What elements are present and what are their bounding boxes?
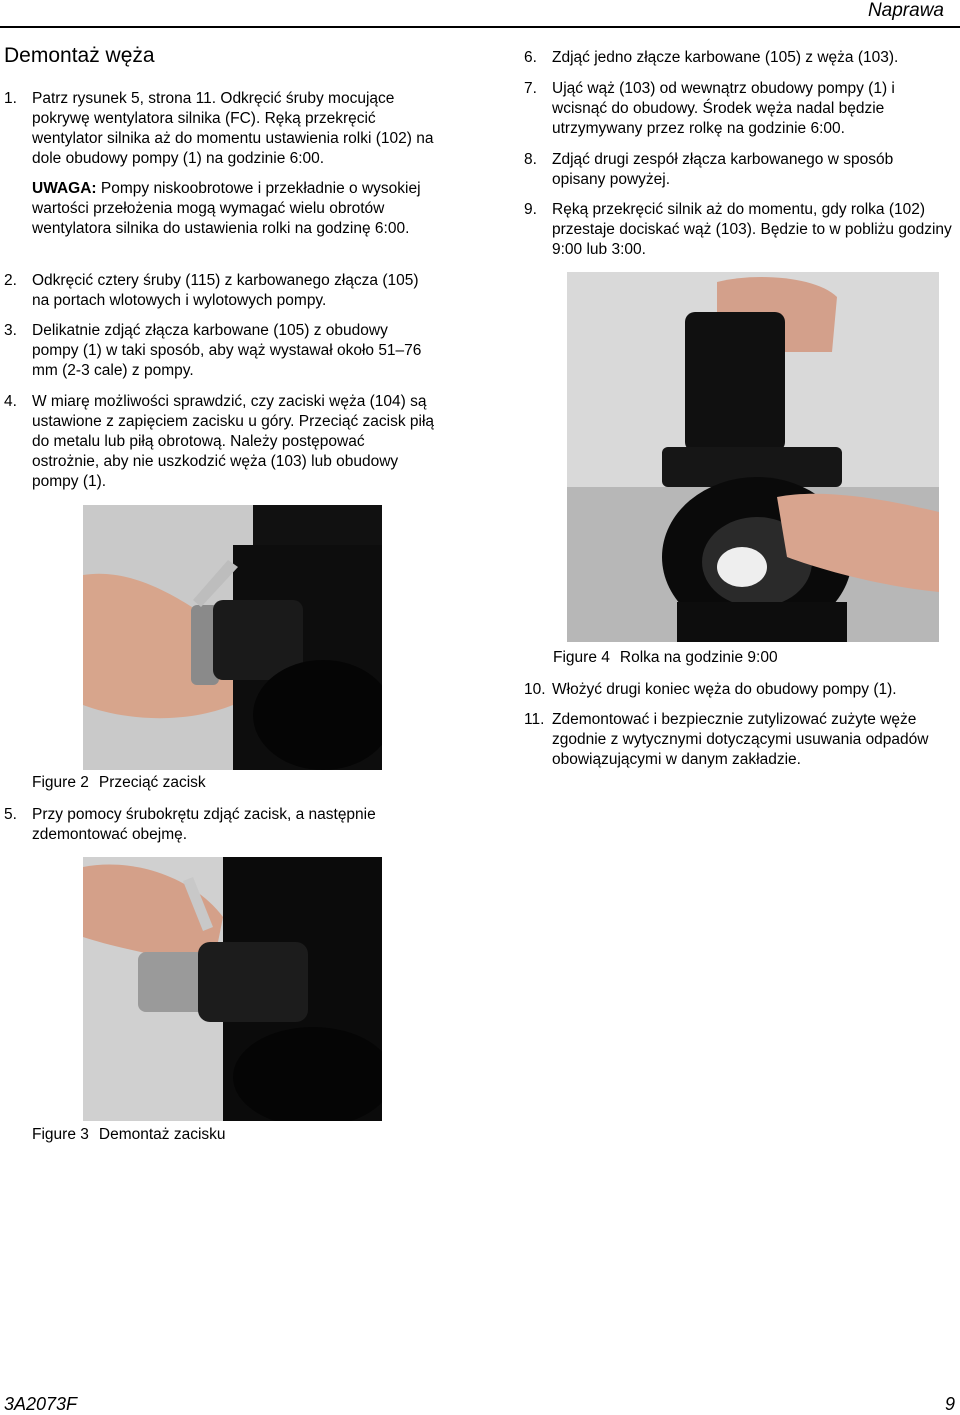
step-2 — [4, 271, 424, 311]
step-3 — [4, 321, 432, 381]
step-number: 10. — [524, 681, 546, 698]
figure-label: Figure 3 — [32, 1126, 89, 1143]
step-text: Przy pomocy śrubokrętu zdjąć zacisk, a następnie zdemontować obejmę. — [32, 806, 376, 843]
figure-2-caption — [32, 774, 206, 792]
step-8 — [524, 150, 934, 190]
step-number: 1. — [4, 90, 17, 107]
step-10 — [524, 680, 954, 700]
step-number: 5. — [4, 806, 17, 823]
figure-caption-text: Demontaż zacisku — [98, 1126, 226, 1143]
page-header-title: Naprawa — [867, 0, 944, 21]
section-title: Demontaż węża — [4, 44, 155, 67]
step-number: 9. — [524, 201, 537, 218]
step-11 — [524, 710, 956, 770]
roller-position-photo-illustration — [567, 272, 939, 642]
step-6 — [524, 48, 954, 68]
header-rule — [0, 26, 960, 28]
step-text: Zdjąć drugi zespół złącza karbowanego w sposób opisany powyżej. — [552, 151, 894, 188]
step-text: Włożyć drugi koniec węża do obudowy pompy (1). — [552, 681, 897, 698]
figure-label: Figure 2 — [32, 774, 89, 791]
step-text: Zdemontować i bezpiecznie zutylizować zużyte węże zgodnie z wytycznymi dotyczącymi usuwania odpadów obowiązującymi w danym zakładzie. — [552, 711, 929, 768]
figure-4-caption — [553, 649, 778, 667]
step-number: 7. — [524, 80, 537, 97]
figure-4-photo — [567, 272, 939, 642]
step-9 — [524, 200, 956, 260]
note — [32, 179, 432, 239]
step-number: 6. — [524, 49, 537, 66]
figure-caption-text: Przeciąć zacisk — [98, 774, 206, 791]
step-text: Patrz rysunek 5, strona 11. Odkręcić śruby mocujące pokrywę wentylatora silnika (FC). Ręką przekręcić wentylator silnika aż do momentu ustawienia rolki (102) na dole obudowy pompy (1) na godzinie 6:00. — [32, 90, 434, 167]
figure-label: Figure 4 — [553, 649, 610, 666]
note-label: UWAGA: — [32, 180, 97, 197]
step-text: Ręką przekręcić silnik aż do momentu, gdy rolka (102) przestaje dociskać wąż (103). Będzie to w pobliżu godziny 9:00 lub 3:00. — [552, 201, 952, 258]
figure-caption-text: Rolka na godzinie 9:00 — [619, 649, 778, 666]
step-text: Ująć wąż (103) od wewnątrz obudowy pompy (1) i wcisnąć do obudowy. Środek węża nadal będzie utrzymywany przez rolkę na godzinie 6:00. — [552, 80, 895, 137]
step-text: Zdjąć jedno złącze karbowane (105) z węża (103). — [552, 49, 899, 66]
page-number: 9 — [944, 1394, 955, 1414]
figure-2-photo — [83, 505, 382, 770]
step-text: Odkręcić cztery śruby (115) z karbowanego złącza (105) na portach wlotowych i wylotowych pompy. — [32, 272, 419, 309]
step-number: 8. — [524, 151, 537, 168]
step-number: 2. — [4, 272, 17, 289]
step-5 — [4, 805, 424, 845]
note-text: Pompy niskoobrotowe i przekładnie o wysokiej wartości przełożenia mogą wymagać wielu obrotów wentylatora silnika do ustawienia rolki na godzinę 6:00. — [32, 180, 421, 237]
clamp-removal-photo-illustration — [83, 857, 382, 1121]
clamp-cut-photo-illustration — [83, 505, 382, 770]
step-7 — [524, 79, 934, 139]
step-text: W miarę możliwości sprawdzić, czy zaciski węża (104) są ustawione z zapięciem zacisku u góry. Przeciąć zacisk piłą do metalu lub piłą obrotową. Należy postępować ostrożnie, aby nie uszkodzić węża (103) lub obudowy pompy (1). — [32, 393, 435, 490]
document-number: 3A2073F — [4, 1394, 78, 1414]
step-number: 3. — [4, 322, 17, 339]
figure-3-photo — [83, 857, 382, 1121]
step-1 — [4, 89, 444, 169]
step-number: 11. — [524, 711, 545, 728]
step-4 — [4, 392, 436, 492]
step-text: Delikatnie zdjąć złącza karbowane (105) z obudowy pompy (1) w taki sposób, aby wąż wystawał około 51–76 mm (2-3 cale) z pompy. — [32, 322, 422, 379]
step-number: 4. — [4, 393, 17, 410]
figure-3-caption — [32, 1126, 226, 1144]
